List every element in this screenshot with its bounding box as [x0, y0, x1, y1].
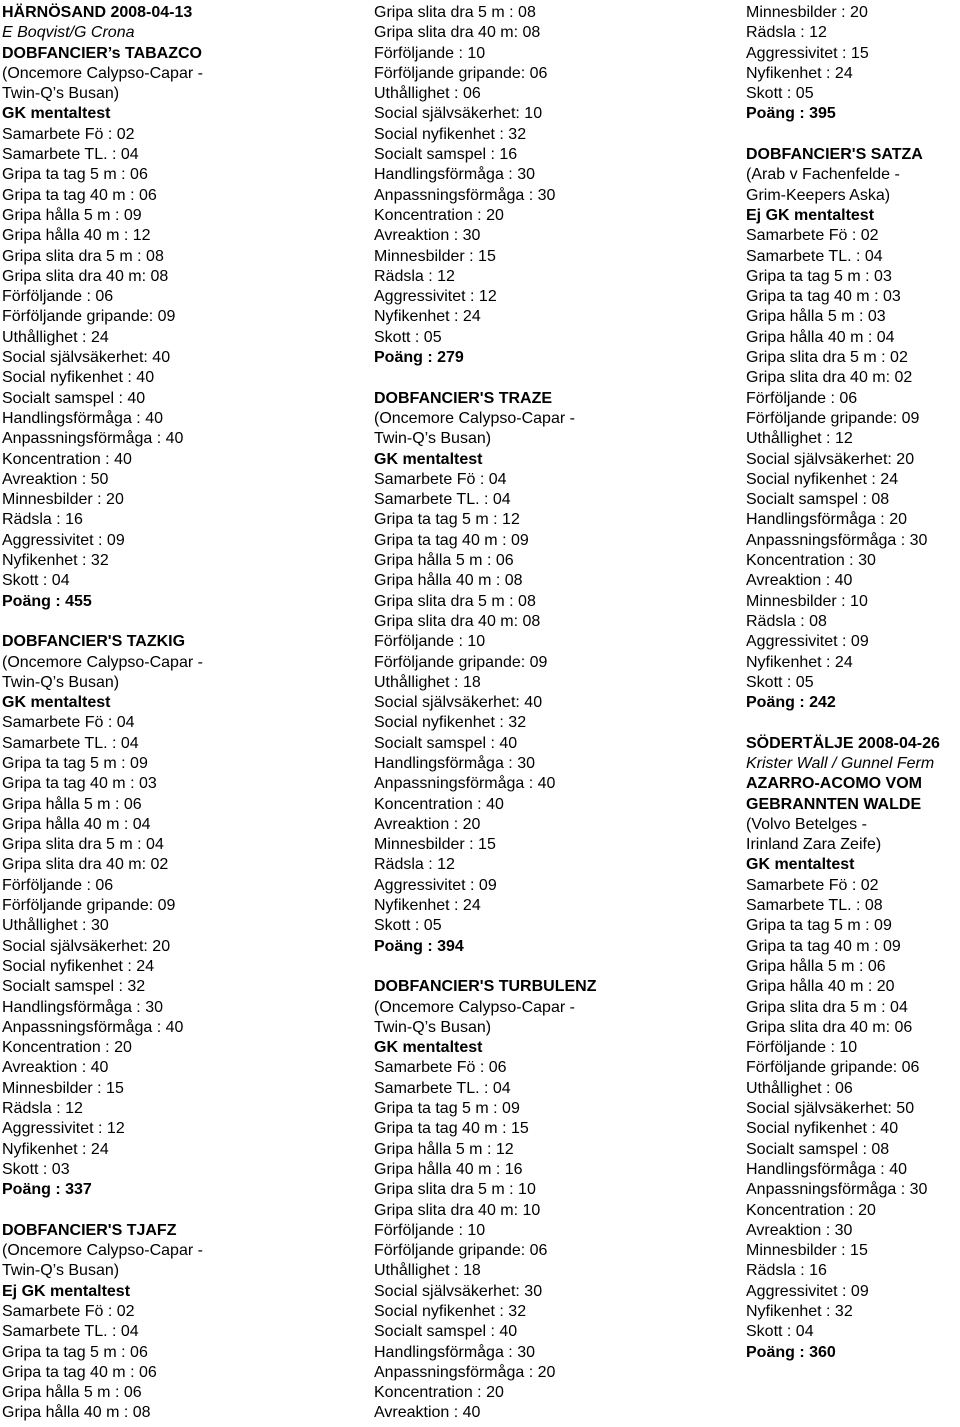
trait-score: Nyfikenhet : 24 — [2, 1140, 109, 1158]
trait-score: Socialt samspel : 32 — [2, 978, 146, 996]
trait-score: Minnesbilder : 20 — [746, 4, 868, 21]
trait-score: Gripa slita dra 5 m : 08 — [374, 4, 536, 21]
trait-score: Social nyfikenhet : 24 — [2, 957, 155, 975]
trait-score: Anpassningsförmåga : 20 — [374, 1363, 556, 1381]
trait-score: Aggressivitet : 15 — [746, 44, 869, 62]
trait-score: Samarbete TL. : 04 — [2, 734, 139, 752]
trait-score: Gripa ta tag 40 m : 06 — [2, 1363, 157, 1381]
trait-score: Handlingsförmåga : 30 — [2, 998, 163, 1016]
test-status: GK mentaltest — [374, 1039, 483, 1057]
trait-score: Avreaktion : 40 — [2, 1059, 109, 1077]
trait-score: Handlingsförmåga : 30 — [374, 1343, 535, 1361]
trait-score: Uthållighet : 30 — [2, 917, 109, 935]
trait-score: Gripa ta tag 5 m : 09 — [374, 1100, 520, 1118]
trait-score: Uthållighet : 18 — [374, 673, 481, 691]
trait-score: Minnesbilder : 15 — [2, 1079, 124, 1097]
trait-score: Gripa slita dra 40 m: 08 — [374, 24, 541, 42]
trait-score: Gripa hålla 40 m : 08 — [374, 572, 523, 590]
spacer — [374, 368, 714, 388]
trait-score: Uthållighet : 18 — [374, 1262, 481, 1280]
trait-score: Anpassningsförmåga : 30 — [746, 531, 928, 549]
judges-line: E Boqvist/G Crona — [2, 24, 135, 42]
trait-score: Gripa slita dra 5 m : 02 — [746, 349, 908, 367]
score-line: Poäng : 360 — [746, 1343, 836, 1361]
trait-score: Handlingsförmåga : 40 — [2, 409, 163, 427]
dog-name: DOBFANCIER'S TRAZE — [374, 389, 553, 407]
trait-score: Förföljande gripande: 09 — [2, 308, 176, 326]
trait-score: Förföljande : 06 — [2, 288, 114, 306]
trait-score: Förföljande gripande: 09 — [746, 409, 920, 427]
trait-score: Koncentration : 40 — [374, 795, 504, 813]
trait-score: Nyfikenhet : 32 — [2, 552, 109, 570]
trait-score: Minnesbilder : 15 — [746, 1242, 868, 1260]
pedigree-line: (Oncemore Calypso-Capar - — [2, 653, 203, 671]
test-status: GK mentaltest — [2, 694, 111, 712]
trait-score: Gripa slita dra 40 m: 02 — [746, 369, 913, 387]
trait-score: Socialt samspel : 08 — [746, 1140, 890, 1158]
dog-name: DOBFANCIER'S TURBULENZ — [374, 978, 597, 996]
test-status: Ej GK mentaltest — [2, 1282, 131, 1300]
column-left — [2, 3, 342, 1424]
trait-score: Socialt samspel : 40 — [374, 1323, 518, 1341]
trait-score: Gripa ta tag 5 m : 09 — [746, 917, 892, 935]
event-heading: SÖDERTÄLJE 2008-04-26 — [746, 734, 940, 752]
trait-score: Social nyfikenhet : 32 — [374, 125, 527, 143]
trait-score: Koncentration : 20 — [374, 1384, 504, 1402]
trait-score: Gripa hålla 40 m : 04 — [2, 815, 151, 833]
pedigree-line: (Oncemore Calypso-Capar - — [374, 409, 575, 427]
trait-score: Handlingsförmåga : 40 — [746, 1160, 907, 1178]
trait-score: Gripa slita dra 40 m: 06 — [746, 1018, 913, 1036]
pedigree-line: (Oncemore Calypso-Capar - — [2, 1242, 203, 1260]
test-status: GK mentaltest — [2, 105, 111, 123]
trait-score: Skott : 03 — [2, 1160, 70, 1178]
trait-score: Social självsäkerhet: 10 — [374, 105, 543, 123]
event-heading: HÄRNÖSAND 2008-04-13 — [2, 4, 193, 21]
trait-score: Minnesbilder : 15 — [374, 247, 496, 265]
dog-name: GEBRANNTEN WALDE — [746, 795, 922, 813]
trait-score: Skott : 04 — [2, 572, 70, 590]
column-right — [746, 3, 960, 1363]
trait-score: Anpassningsförmåga : 40 — [2, 430, 184, 448]
trait-score: Social självsäkerhet: 30 — [374, 1282, 543, 1300]
column-middle — [374, 3, 714, 1424]
trait-score: Gripa hålla 40 m : 04 — [746, 328, 895, 346]
trait-score: Samarbete Fö : 02 — [746, 227, 879, 245]
trait-score: Minnesbilder : 10 — [746, 592, 868, 610]
score-line: Poäng : 279 — [374, 349, 464, 367]
trait-score: Anpassningsförmåga : 30 — [746, 1181, 928, 1199]
trait-score: Skott : 05 — [374, 328, 442, 346]
trait-score: Minnesbilder : 20 — [2, 491, 124, 509]
trait-score: Avreaktion : 30 — [746, 1221, 853, 1239]
pedigree-line: (Oncemore Calypso-Capar - — [374, 998, 575, 1016]
trait-score: Handlingsförmåga : 30 — [374, 754, 535, 772]
trait-score: Social självsäkerhet: 50 — [746, 1100, 915, 1118]
trait-score: Rädsla : 12 — [374, 267, 455, 285]
dog-name: AZARRO-ACOMO VOM — [746, 775, 922, 793]
trait-score: Förföljande : 06 — [2, 876, 114, 894]
dog-name: DOBFANCIER'S TJAFZ — [2, 1221, 177, 1239]
pedigree-line: Twin-Q’s Busan) — [374, 430, 492, 448]
trait-score: Gripa hålla 40 m : 16 — [374, 1160, 523, 1178]
trait-score: Skott : 05 — [374, 917, 442, 935]
trait-score: Social nyfikenhet : 32 — [374, 714, 527, 732]
trait-score: Social självsäkerhet: 40 — [374, 694, 543, 712]
trait-score: Gripa ta tag 40 m : 09 — [746, 937, 901, 955]
test-status: Ej GK mentaltest — [746, 206, 875, 224]
trait-score: Samarbete Fö : 02 — [2, 125, 135, 143]
trait-score: Rädsla : 08 — [746, 612, 827, 630]
pedigree-line: Twin-Q’s Busan) — [374, 1018, 492, 1036]
trait-score: Rädsla : 16 — [746, 1262, 827, 1280]
trait-score: Förföljande : 10 — [746, 1039, 858, 1057]
pedigree-line: Twin-Q’s Busan) — [2, 673, 120, 691]
trait-score: Gripa hålla 5 m : 09 — [2, 206, 142, 224]
score-line: Poäng : 337 — [2, 1181, 92, 1199]
trait-score: Socialt samspel : 40 — [2, 389, 146, 407]
trait-score: Aggressivitet : 09 — [746, 1282, 869, 1300]
trait-score: Handlingsförmåga : 30 — [374, 166, 535, 184]
trait-score: Samarbete Fö : 04 — [374, 470, 507, 488]
trait-score: Socialt samspel : 16 — [374, 146, 518, 164]
judges-line: Krister Wall / Gunnel Ferm — [746, 754, 935, 772]
trait-score: Social nyfikenhet : 40 — [746, 1120, 899, 1138]
pedigree-line: Grim-Keepers Aska) — [746, 186, 891, 204]
trait-score: Gripa ta tag 5 m : 09 — [2, 754, 148, 772]
trait-score: Gripa slita dra 40 m: 02 — [2, 856, 169, 874]
trait-score: Förföljande gripande: 06 — [374, 64, 548, 82]
score-line: Poäng : 242 — [746, 694, 836, 712]
trait-score: Nyfikenhet : 24 — [374, 897, 481, 915]
trait-score: Koncentration : 30 — [746, 552, 876, 570]
trait-score: Skott : 05 — [746, 673, 814, 691]
trait-score: Gripa hålla 5 m : 06 — [2, 1384, 142, 1402]
trait-score: Samarbete TL. : 04 — [2, 1323, 139, 1341]
trait-score: Socialt samspel : 08 — [746, 491, 890, 509]
pedigree-line: (Volvo Betelges - — [746, 815, 867, 833]
trait-score: Gripa hålla 5 m : 06 — [374, 552, 514, 570]
trait-score: Social självsäkerhet: 20 — [746, 450, 915, 468]
dog-name: DOBFANCIER'S SATZA — [746, 146, 923, 164]
trait-score: Gripa hålla 5 m : 03 — [746, 308, 886, 326]
trait-score: Nyfikenhet : 24 — [746, 653, 853, 671]
trait-score: Samarbete TL. : 04 — [374, 491, 511, 509]
score-line: Poäng : 394 — [374, 937, 464, 955]
trait-score: Förföljande gripande: 06 — [374, 1242, 548, 1260]
trait-score: Koncentration : 20 — [746, 1201, 876, 1219]
trait-score: Uthållighet : 24 — [2, 328, 109, 346]
test-status: GK mentaltest — [374, 450, 483, 468]
trait-score: Anpassningsförmåga : 30 — [374, 186, 556, 204]
spacer — [746, 125, 960, 145]
dog-name: DOBFANCIER'S TAZKIG — [2, 633, 186, 651]
score-line: Poäng : 455 — [2, 592, 92, 610]
trait-score: Skott : 04 — [746, 1323, 814, 1341]
pedigree-line: (Arab v Fachenfelde - — [746, 166, 900, 184]
trait-score: Gripa ta tag 5 m : 06 — [2, 166, 148, 184]
trait-score: Gripa ta tag 40 m : 09 — [374, 531, 529, 549]
spacer — [374, 957, 714, 977]
trait-score: Socialt samspel : 40 — [374, 734, 518, 752]
trait-score: Gripa hålla 40 m : 20 — [746, 978, 895, 996]
trait-score: Avreaktion : 40 — [746, 572, 853, 590]
trait-score: Aggressivitet : 09 — [746, 633, 869, 651]
trait-score: Gripa hålla 5 m : 06 — [2, 795, 142, 813]
trait-score: Gripa slita dra 5 m : 04 — [746, 998, 908, 1016]
trait-score: Samarbete Fö : 06 — [374, 1059, 507, 1077]
trait-score: Förföljande : 06 — [746, 389, 858, 407]
trait-score: Social nyfikenhet : 24 — [746, 470, 899, 488]
spacer — [2, 612, 342, 632]
trait-score: Samarbete TL. : 04 — [2, 146, 139, 164]
trait-score: Koncentration : 40 — [2, 450, 132, 468]
pedigree-line: (Oncemore Calypso-Capar - — [2, 64, 203, 82]
trait-score: Samarbete Fö : 02 — [2, 1303, 135, 1320]
trait-score: Social nyfikenhet : 32 — [374, 1303, 527, 1320]
trait-score: Social nyfikenhet : 40 — [2, 369, 155, 387]
trait-score: Handlingsförmåga : 20 — [746, 511, 907, 529]
pedigree-line: Twin-Q’s Busan) — [2, 85, 120, 103]
dog-name: DOBFANCIER’s TABAZCO — [2, 44, 202, 62]
trait-score: Gripa slita dra 5 m : 08 — [374, 592, 536, 610]
trait-score: Minnesbilder : 15 — [374, 836, 496, 854]
trait-score: Avreaktion : 30 — [374, 227, 481, 245]
trait-score: Skott : 05 — [746, 85, 814, 103]
trait-score: Förföljande gripande: 06 — [746, 1059, 920, 1077]
spacer — [746, 713, 960, 733]
trait-score: Gripa hålla 40 m : 12 — [2, 227, 151, 245]
trait-score: Uthållighet : 12 — [746, 430, 853, 448]
score-line: Poäng : 395 — [746, 105, 836, 123]
spacer — [2, 1201, 342, 1221]
trait-score: Nyfikenhet : 32 — [746, 1303, 853, 1320]
trait-score: Avreaktion : 40 — [374, 1404, 481, 1422]
trait-score: Avreaktion : 20 — [374, 815, 481, 833]
trait-score: Gripa slita dra 40 m: 08 — [374, 612, 541, 630]
trait-score: Förföljande : 10 — [374, 1221, 486, 1239]
trait-score: Gripa ta tag 5 m : 12 — [374, 511, 520, 529]
trait-score: Gripa hålla 5 m : 12 — [374, 1140, 514, 1158]
trait-score: Uthållighet : 06 — [746, 1079, 853, 1097]
trait-score: Gripa ta tag 40 m : 06 — [2, 186, 157, 204]
trait-score: Gripa slita dra 5 m : 04 — [2, 836, 164, 854]
trait-score: Nyfikenhet : 24 — [374, 308, 481, 326]
pedigree-line: Twin-Q’s Busan) — [2, 1262, 120, 1280]
trait-score: Gripa ta tag 5 m : 03 — [746, 267, 892, 285]
trait-score: Avreaktion : 50 — [2, 470, 109, 488]
trait-score: Förföljande gripande: 09 — [374, 653, 548, 671]
trait-score: Rädsla : 16 — [2, 511, 83, 529]
trait-score: Gripa ta tag 40 m : 03 — [2, 775, 157, 793]
trait-score: Koncentration : 20 — [2, 1039, 132, 1057]
trait-score: Gripa ta tag 40 m : 03 — [746, 288, 901, 306]
trait-score: Rädsla : 12 — [2, 1100, 83, 1118]
trait-score: Rädsla : 12 — [374, 856, 455, 874]
trait-score: Gripa slita dra 5 m : 08 — [2, 247, 164, 265]
trait-score: Samarbete TL. : 08 — [746, 897, 883, 915]
trait-score: Anpassningsförmåga : 40 — [2, 1018, 184, 1036]
trait-score: Anpassningsförmåga : 40 — [374, 775, 556, 793]
trait-score: Samarbete TL. : 04 — [746, 247, 883, 265]
trait-score: Förföljande gripande: 09 — [2, 897, 176, 915]
test-status: GK mentaltest — [746, 856, 855, 874]
trait-score: Aggressivitet : 12 — [2, 1120, 125, 1138]
trait-score: Gripa hålla 5 m : 06 — [746, 957, 886, 975]
trait-score: Social självsäkerhet: 20 — [2, 937, 171, 955]
trait-score: Förföljande : 10 — [374, 44, 486, 62]
trait-score: Gripa ta tag 40 m : 15 — [374, 1120, 529, 1138]
trait-score: Gripa ta tag 5 m : 06 — [2, 1343, 148, 1361]
pedigree-line: Irinland Zara Zeife) — [746, 836, 882, 854]
trait-score: Rädsla : 12 — [746, 24, 827, 42]
trait-score: Koncentration : 20 — [374, 206, 504, 224]
trait-score: Gripa hålla 40 m : 08 — [2, 1404, 151, 1422]
trait-score: Förföljande : 10 — [374, 633, 486, 651]
trait-score: Aggressivitet : 09 — [2, 531, 125, 549]
trait-score: Samarbete Fö : 02 — [746, 876, 879, 894]
trait-score: Gripa slita dra 5 m : 10 — [374, 1181, 536, 1199]
trait-score: Aggressivitet : 09 — [374, 876, 497, 894]
trait-score: Social självsäkerhet: 40 — [2, 349, 171, 367]
trait-score: Nyfikenhet : 24 — [746, 64, 853, 82]
trait-score: Gripa slita dra 40 m: 08 — [2, 267, 169, 285]
trait-score: Uthållighet : 06 — [374, 85, 481, 103]
trait-score: Samarbete TL. : 04 — [374, 1079, 511, 1097]
trait-score: Samarbete Fö : 04 — [2, 714, 135, 732]
trait-score: Gripa slita dra 40 m: 10 — [374, 1201, 541, 1219]
trait-score: Aggressivitet : 12 — [374, 288, 497, 306]
